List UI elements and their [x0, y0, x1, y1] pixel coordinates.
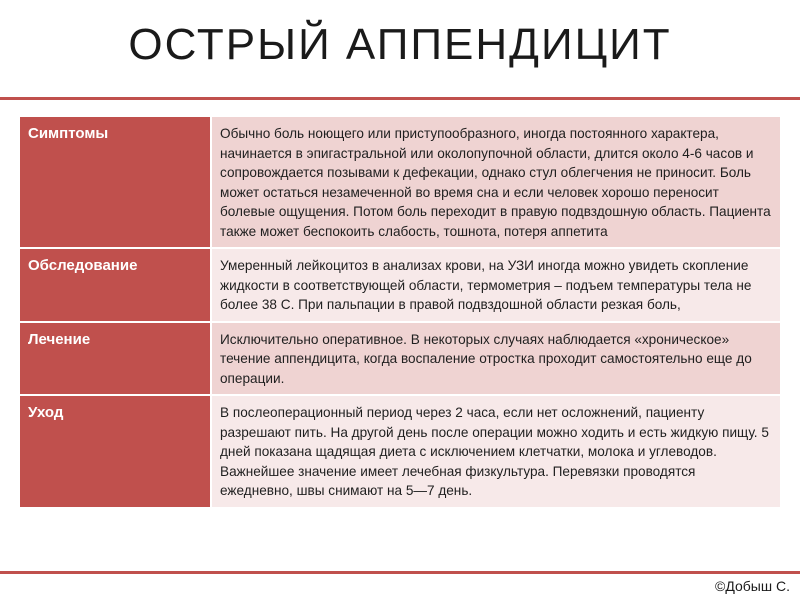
row-label: Уход — [20, 395, 211, 508]
row-text: Умеренный лейкоцитоз в анализах крови, на УЗИ иногда можно увидеть скопление жидкости в соответствующей области, термометрия – подъем температуры тела не более 38 С. При пальпации в правой подвздошной области резкая боль, — [211, 248, 780, 322]
row-text: Обычно боль ноющего или приступообразного, иногда постоянного характера, начинается в эпигастральной или околопупочной области, длится около 4-6 часов и сопровождается позывами к дефекации, однако стул облегчения не приносит. Боль может остаться незамеченной во время сна и если человек хорошо переносит болевые ощущения. Потом боль переходит в правую подвздошную область. Пациента также может беспокоить слабость, тошнота, потеря аппетита — [211, 117, 780, 248]
table-row-treatment — [20, 322, 780, 396]
table-row-examination — [20, 248, 780, 322]
top-divider — [0, 97, 800, 100]
row-label: Симптомы — [20, 117, 211, 248]
info-table — [20, 117, 780, 509]
slide-title: ОСТРЫЙ АППЕНДИЦИТ — [128, 20, 672, 69]
copyright-text: ©Добыш С. — [715, 578, 790, 594]
table-row-symptoms — [20, 117, 780, 248]
bottom-divider — [0, 571, 800, 574]
row-label: Обследование — [20, 248, 211, 322]
table-row-care — [20, 395, 780, 508]
row-text: Исключительно оперативное. В некоторых случаях наблюдается «хроническое» течение аппендицита, когда воспаление отростка проходит самостоятельно еще до операции. — [211, 322, 780, 396]
row-text: В послеоперационный период через 2 часа, если нет осложнений, пациенту разрешают пить. На другой день после операции можно ходить и есть жидкую пищу. 5 дней показана щадящая диета с исключением клетчатки, молока и углеводов. Важнейшее значение имеет лечебная физкультура. Перевязки проводятся ежедневно, швы снимают на 5—7 день. — [211, 395, 780, 508]
row-label: Лечение — [20, 322, 211, 396]
